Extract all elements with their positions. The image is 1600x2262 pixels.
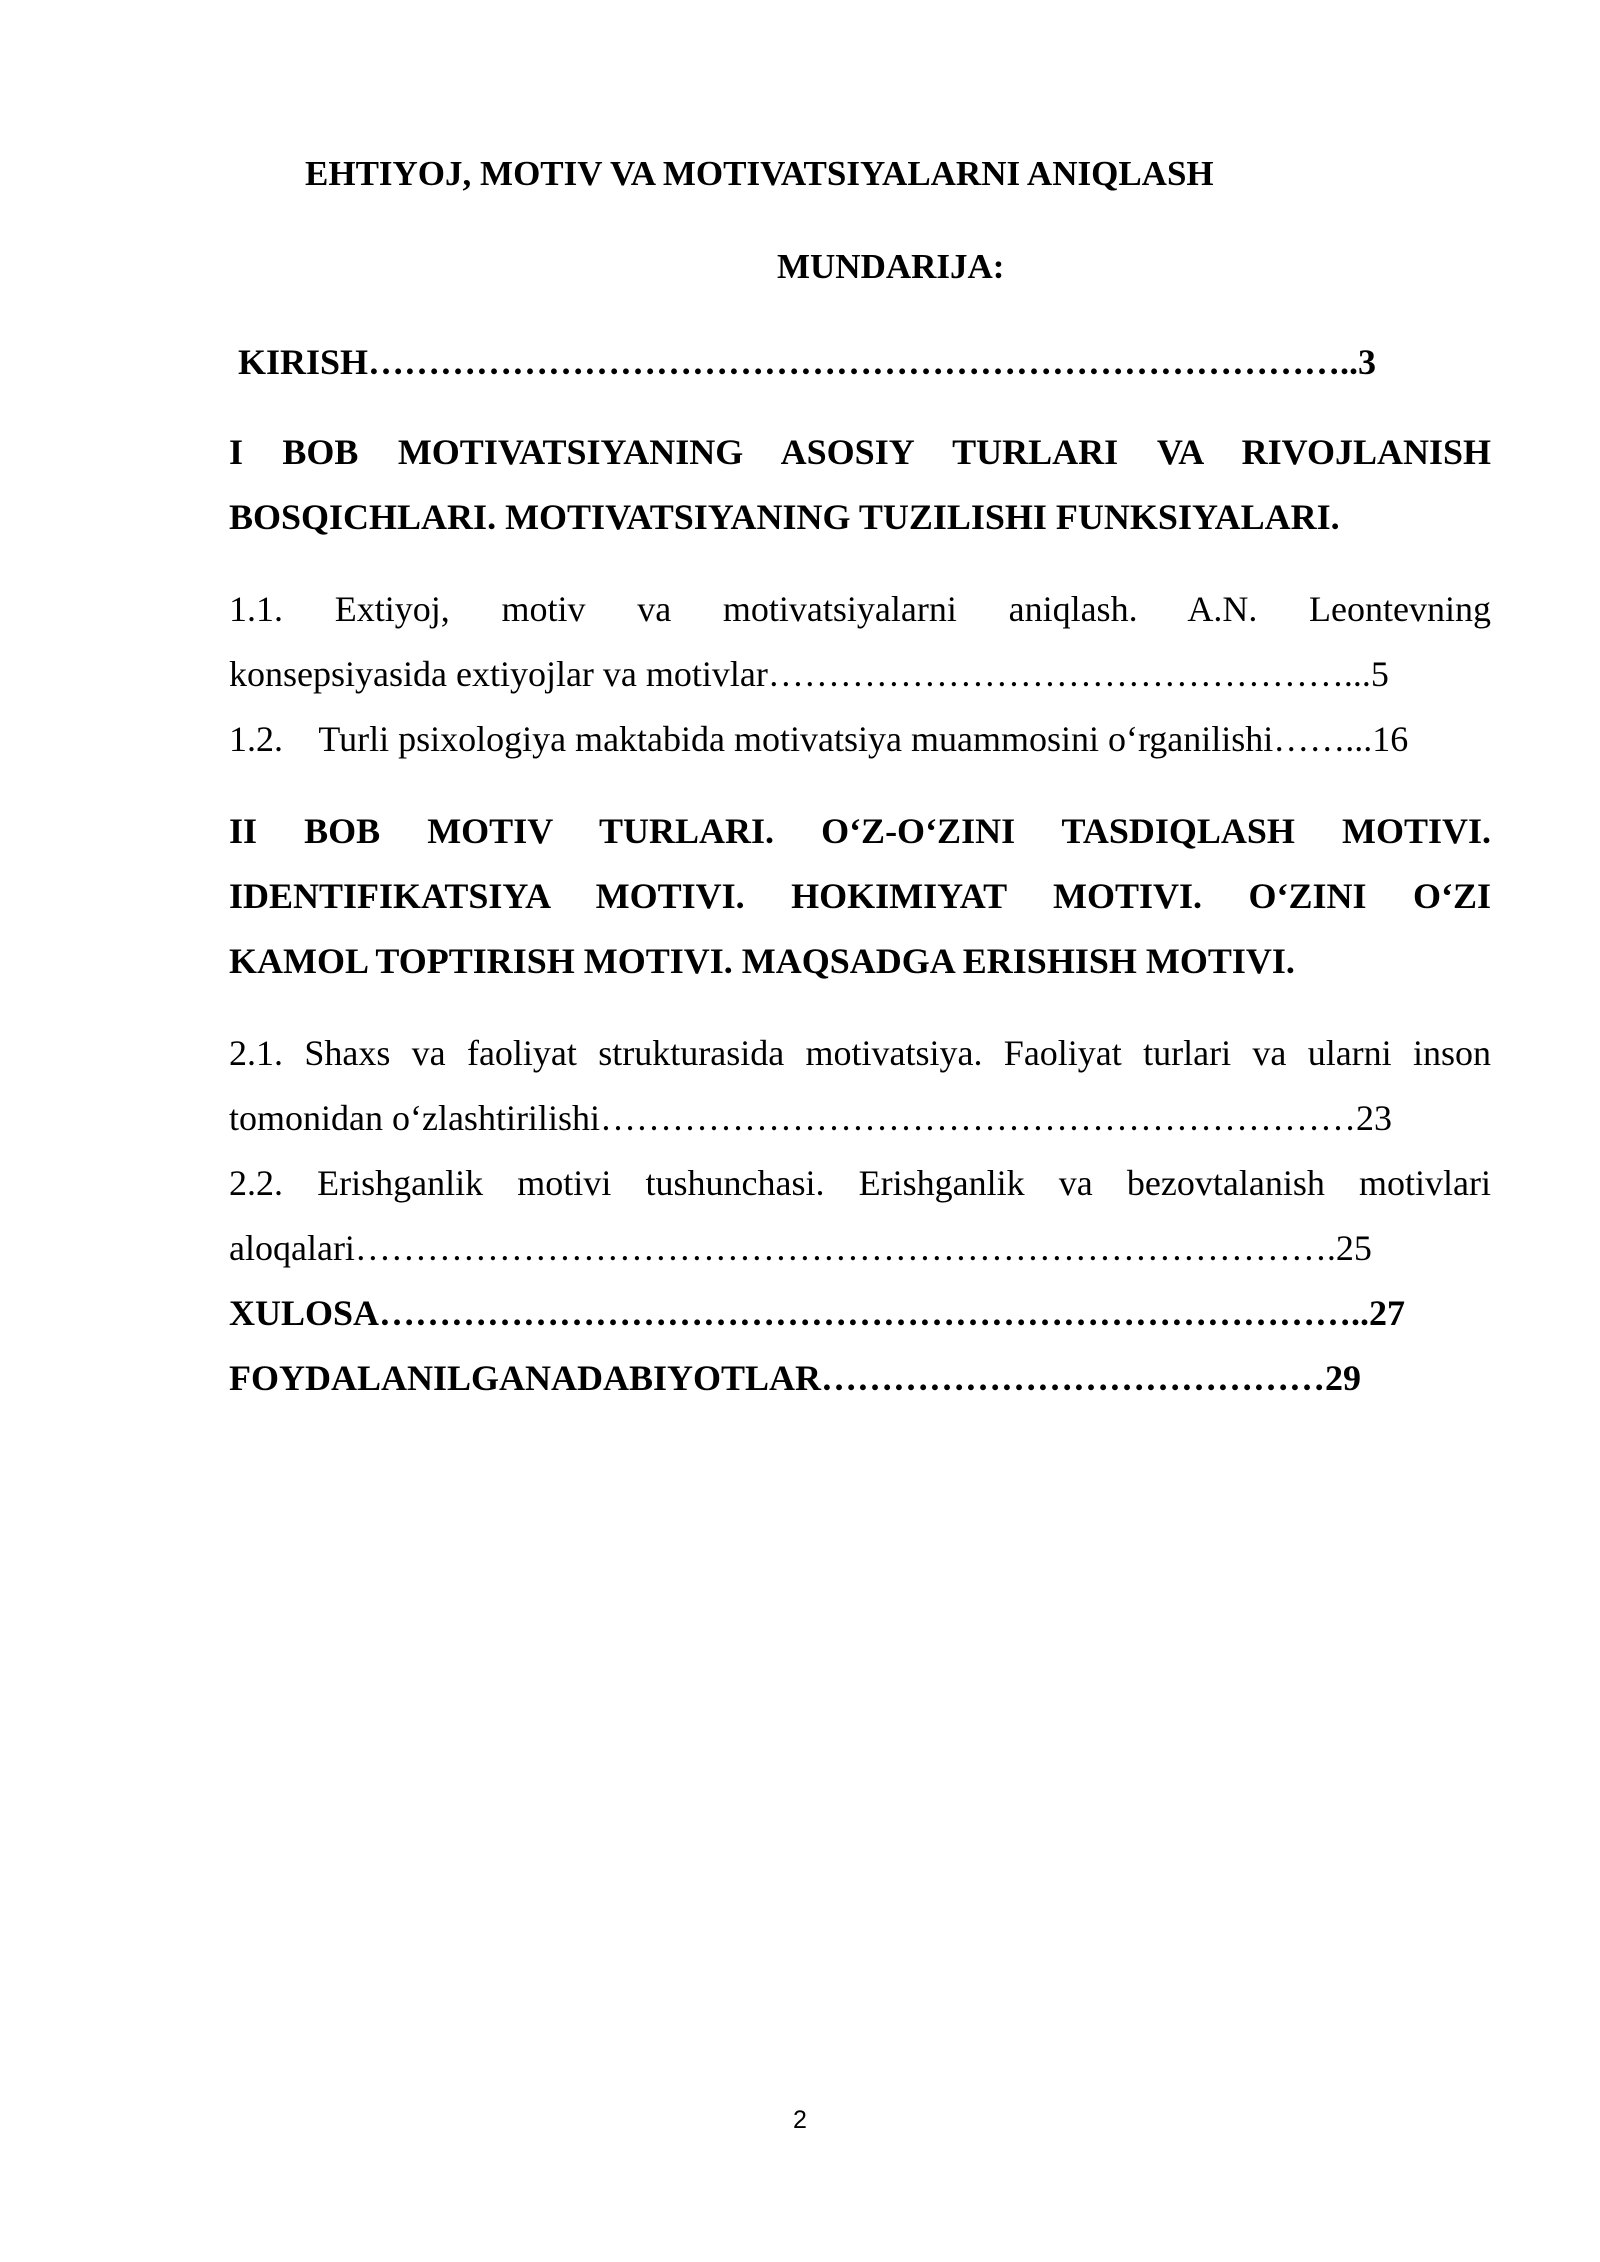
toc-section-2-1-line1[interactable]: 2.1. Shaxs va faoliyat strukturasida motivatsiya. Faoliyat turlari va ularni inson [229, 1033, 1491, 1073]
document-title: EHTIYOJ, MOTIV VA MOTIVATSIYALARNI ANIQLASH [305, 154, 1214, 193]
toc-section-2-2-line1[interactable]: 2.2. Erishganlik motivi tushunchasi. Erishganlik va bezovtalanish motivlari [229, 1163, 1491, 1203]
toc-heading: MUNDARIJA: [777, 247, 1005, 286]
toc-section-2-1-line2[interactable]: tomonidan oʻzlashtirilishi………………………………………………………23 [229, 1098, 1392, 1138]
toc-section-1-1-line2[interactable]: konsepsiyasida extiyojlar va motivlar…………………………………………...5 [229, 654, 1389, 694]
toc-section-1-1-line1[interactable]: 1.1. Extiyoj, motiv va motivatsiyalarni aniqlash. A.N. Leontevning [229, 589, 1491, 629]
toc-entry-adabiyotlar[interactable]: FOYDALANILGANADABIYOTLAR……………………………………29 [229, 1358, 1362, 1398]
toc-chapter2-line3[interactable]: KAMOL TOPTIRISH MOTIVI. MAQSADGA ERISHISH MOTIVI. [229, 941, 1295, 981]
toc-entry-kirish[interactable]: KIRISH………………………………………………………………………..3 [238, 342, 1377, 382]
toc-section-1-2[interactable]: 1.2. Turli psixologiya maktabida motivatsiya muammosini oʻrganilishi……...16 [229, 719, 1409, 759]
toc-chapter2-line2[interactable]: IDENTIFIKATSIYA MOTIVI. HOKIMIYAT MOTIVI. OʻZINI OʻZI [229, 876, 1491, 916]
toc-chapter2-line1[interactable]: II BOB MOTIV TURLARI. OʻZ-OʻZINI TASDIQLASH MOTIVI. [229, 811, 1491, 851]
toc-chapter1-line1[interactable]: I BOB MOTIVATSIYANING ASOSIY TURLARI VA RIVOJLANISH [229, 432, 1491, 472]
toc-chapter1-line2[interactable]: BOSQICHLARI. MOTIVATSIYANING TUZILISHI FUNKSIYALARI. [229, 497, 1340, 537]
toc-section-2-2-line2[interactable]: aloqalari……………………………………………………………………….25 [229, 1228, 1372, 1268]
toc-entry-xulosa[interactable]: XULOSA………………………………………………………………………..27 [229, 1293, 1406, 1333]
page-number: 2 [793, 2106, 807, 2134]
